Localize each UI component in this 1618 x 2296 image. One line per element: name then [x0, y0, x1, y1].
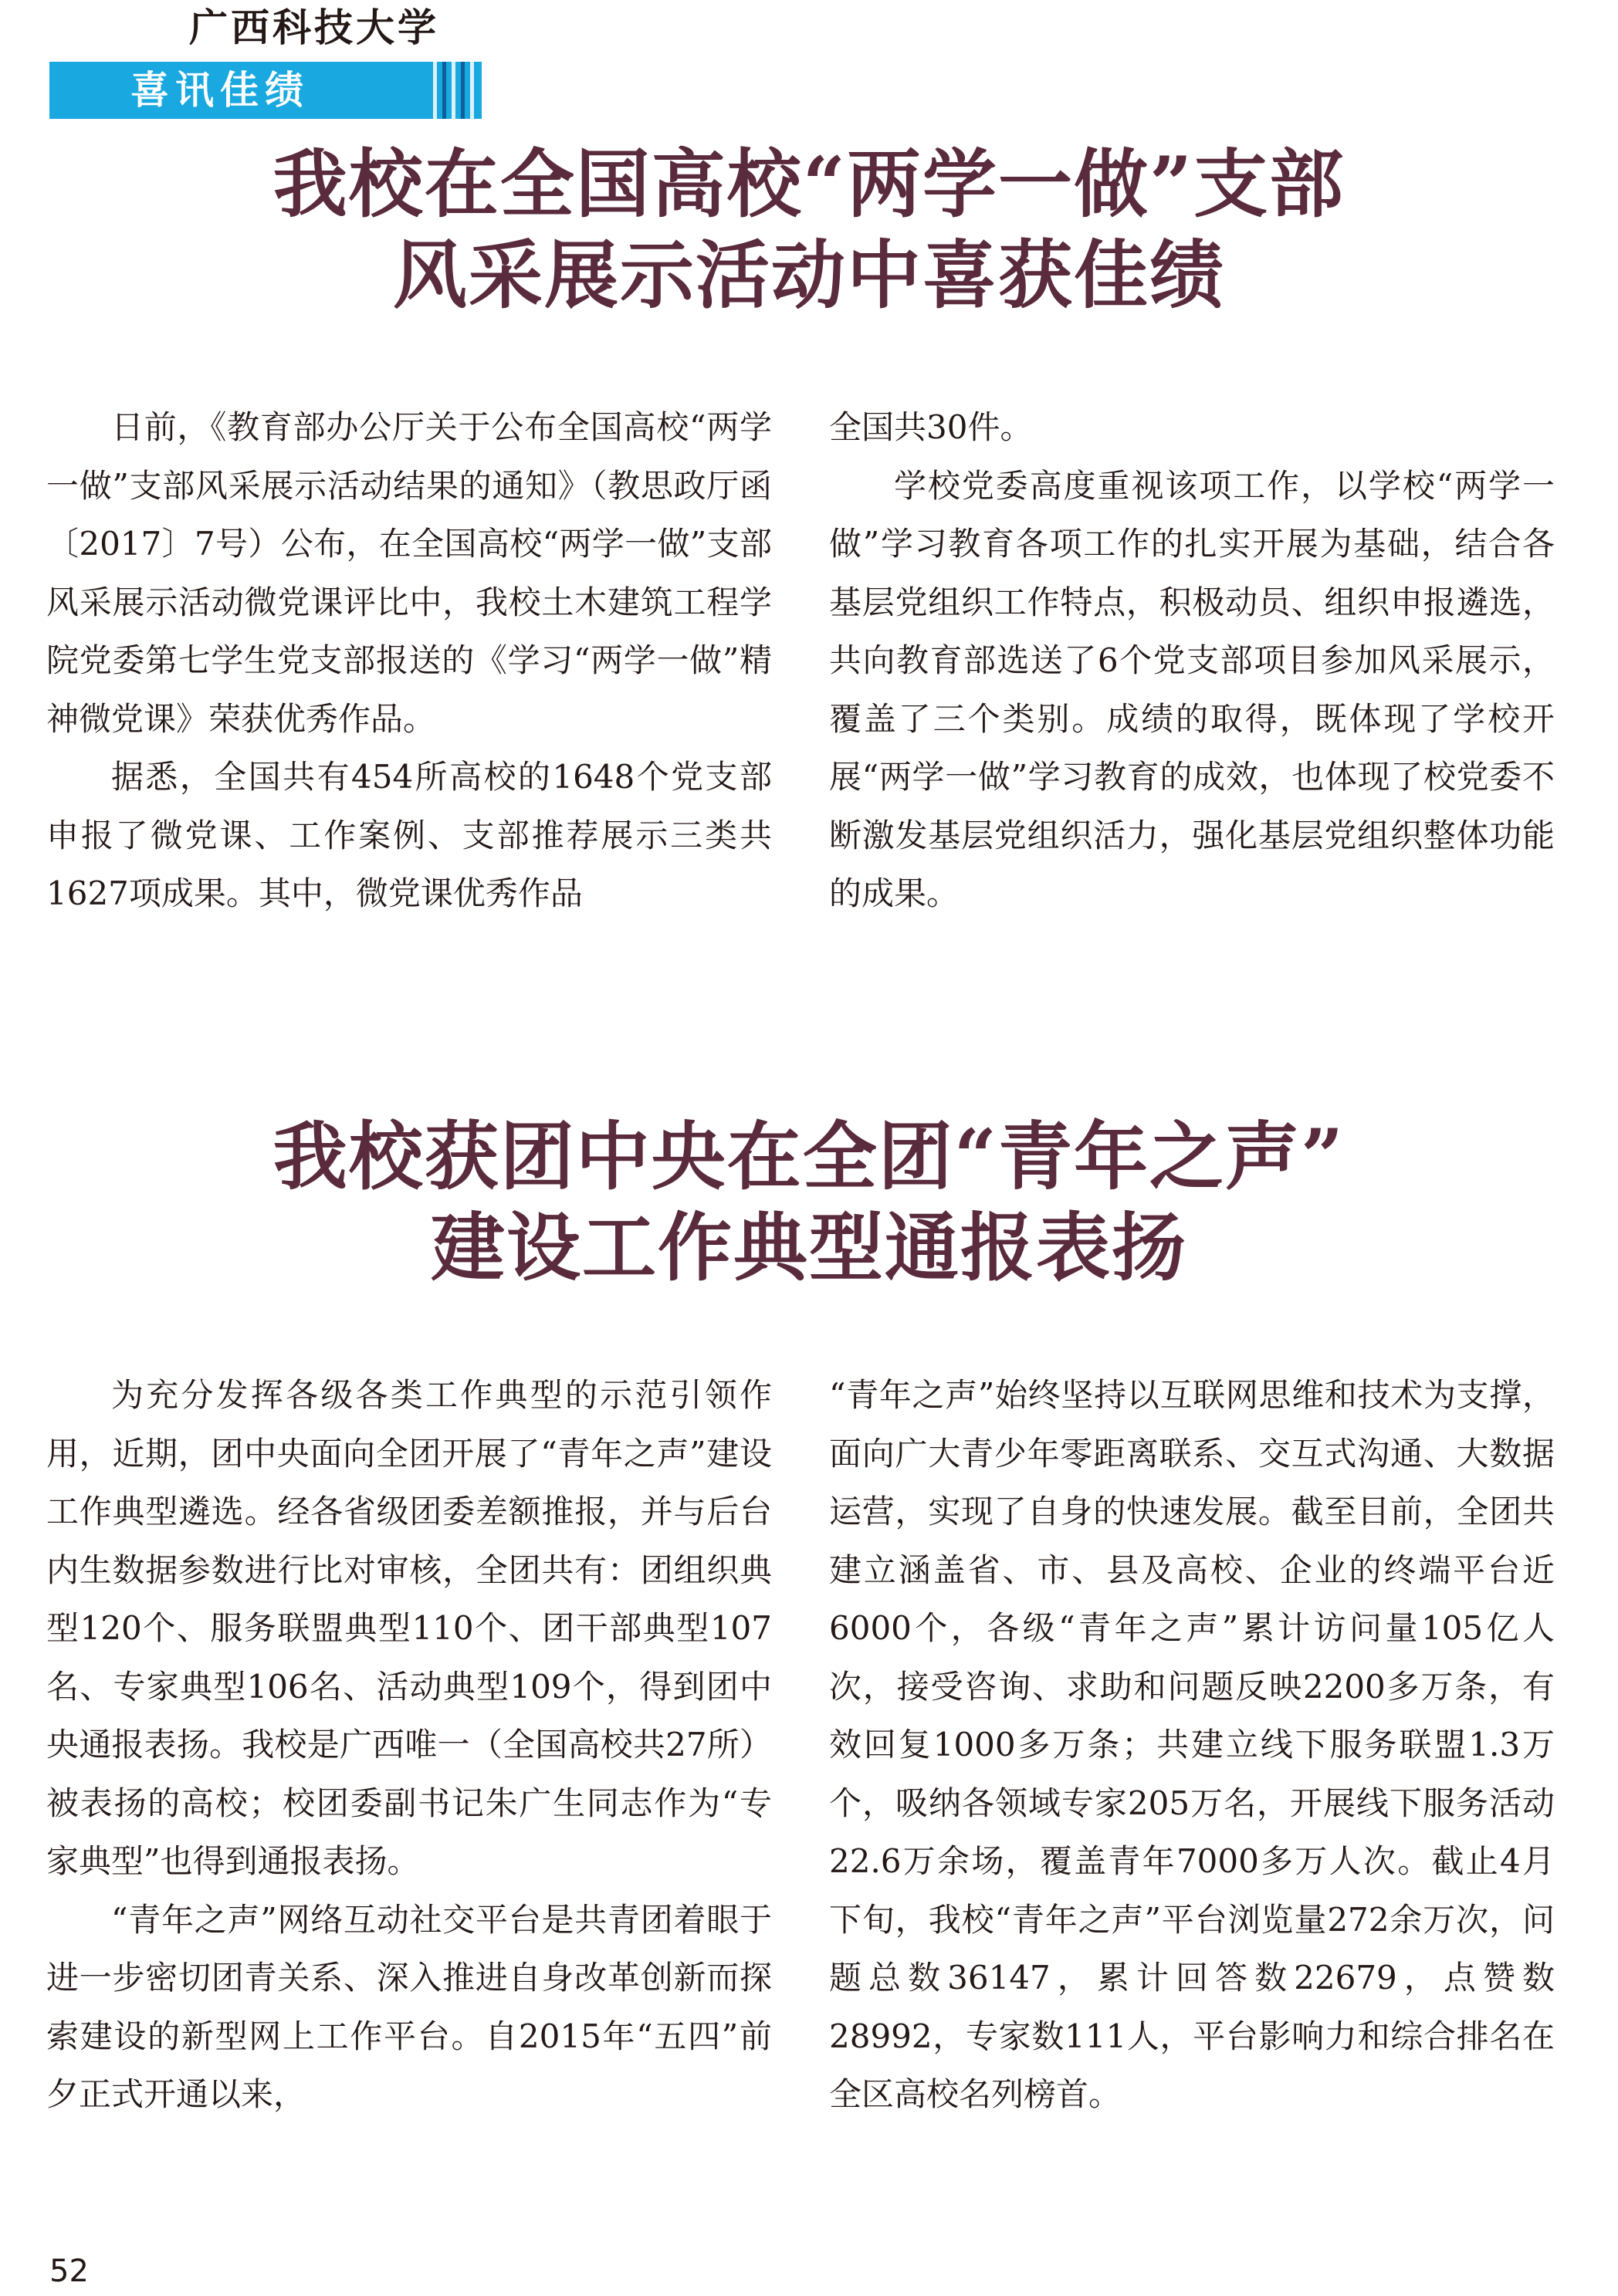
- paragraph: 学校党委高度重视该项工作，以学校“两学一做”学习教育各项工作的扎实开展为基础，结合各基层党组织工作特点，积极动员、组织申报遴选，共向教育部选送了6个党支部项目参加风采展示，覆盖了三个类别。成绩的取得，既体现了学校开展“两学一做”学习教育的成效，也体现了校党委不断激发基层党组织活力，强化基层党组织整体功能的成果。: [829, 466, 1555, 912]
- article1-title-line: 我校在全国高校“两学一做”支部: [272, 140, 1346, 228]
- page-number: 52: [49, 2254, 89, 2289]
- paragraph-continued: 全国共30件。: [829, 408, 1033, 446]
- article2-title-line: 我校获团中央在全团“青年之声”: [272, 1113, 1346, 1200]
- article1-left-column: [46, 398, 772, 923]
- article2-right-column: [829, 1366, 1555, 2124]
- paragraph: 日前，《教育部办公厅关于公布全国高校“两学一做”支部风采展示活动结果的通知》（教思政厅函〔2017〕7号）公布，在全国高校“两学一做”支部风采展示活动微党课评比中，我校土木建筑工程学院党委第七学生党支部报送的《学习“两学一做”精神微党课》荣获优秀作品。: [46, 408, 772, 738]
- article2-title-line: 建设工作典型通报表扬: [431, 1204, 1187, 1291]
- article2-title: [0, 1111, 1618, 1293]
- section-banner: [49, 62, 482, 119]
- banner-stripes-decoration: [428, 62, 482, 119]
- paragraph: 据悉，全国共有454所高校的1648个党支部申报了微党课、工作案例、支部推荐展示三类共1627项成果。其中，微党课优秀作品: [46, 758, 772, 912]
- article1-title: [0, 139, 1618, 321]
- article2-left-column: [46, 1366, 772, 2124]
- paragraph: 为充分发挥各级各类工作典型的示范引领作用，近期，团中央面向全团开展了“青年之声”建设工作典型遴选。经各省级团委差额推报，并与后台内生数据参数进行比对审核，全团共有：团组织典型120个、服务联盟典型110个、团干部典型107名、专家典型106名、活动典型109个，得到团中央通报表扬。我校是广西唯一（全国高校共27所）被表扬的高校；校团委副书记朱广生同志作为“专家典型”也得到通报表扬。: [46, 1376, 772, 1880]
- section-label: 喜讯佳绩: [130, 68, 310, 113]
- article1-right-column: [829, 398, 1555, 923]
- article1-title-line: 风采展示活动中喜获佳绩: [393, 232, 1225, 319]
- paragraph-continued: “青年之声”始终坚持以互联网思维和技术为支撑，面向广大青少年零距离联系、交互式沟通、大数据运营，实现了自身的快速发展。截至目前，全团共建立涵盖省、市、县及高校、企业的终端平台近6000个，各级“青年之声”累计访问量105亿人次，接受咨询、求助和问题反映2200多万条，有效回复1000多万条；共建立线下服务联盟1.3万个，吸纳各领域专家205万名，开展线下服务活动22.6万余场，覆盖青年7000多万人次。截止4月下旬，我校“青年之声”平台浏览量272余万次，问题总数36147，累计回答数22679，点赞数28992，专家数111人，平台影响力和综合排名在全区高校名列榜首。: [829, 1376, 1555, 2113]
- masthead: [0, 0, 494, 123]
- university-name: 广西科技大学: [189, 5, 439, 50]
- paragraph: “青年之声”网络互动社交平台是共青团着眼于进一步密切团青关系、深入推进自身改革创新而探索建设的新型网上工作平台。自2015年“五四”前夕正式开通以来，: [46, 1900, 772, 2113]
